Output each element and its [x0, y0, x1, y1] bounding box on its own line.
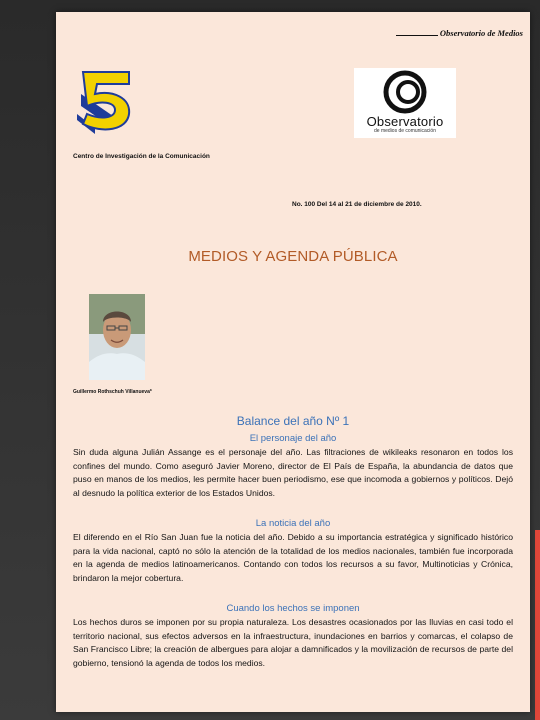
accent-bar	[535, 530, 540, 720]
section-heading-noticia: La noticia del año	[255, 518, 331, 529]
author-photo	[89, 294, 145, 380]
section-heading-hechos: Cuando los hechos se imponen	[226, 603, 360, 614]
author-caption: Guillermo Rothschuh Villanueva*	[73, 389, 152, 395]
section-heading-personaje: El personaje del año	[249, 433, 337, 444]
observatorio-logo-word: Observatorio	[366, 114, 444, 129]
observatorio-logo	[354, 68, 456, 138]
header-observatorio	[333, 28, 523, 38]
center-label: Centro de Investigación de la Comunicación	[73, 153, 210, 160]
observatorio-logo-sub: de medios de comunicación	[374, 128, 436, 134]
section-body-personaje: Sin duda alguna Julián Assange es el personaje del año. Las filtraciones de wikileaks resonaron en todos los confines del mundo. Como aseguró Javier Moreno, director de El País de España, la abundancia de datos que puso en manos de los medios, les permite hacer buen periodismo, ese que incomoda a gobiernos y políticos. Dejó al desnudo la política exterior de los Estados Unidos.	[73, 447, 513, 498]
issue-line: No. 100 Del 14 al 21 de diciembre de 2010.	[292, 201, 422, 208]
section-body-noticia: El diferendo en el Río San Juan fue la noticia del año. Debido a su importancia estratégica y significado histórico para la vida nacional, captó no sólo la atención de la totalidad de los medios nacionales, también fue incorporada en la agenda de medios latinoamericanos. Contando con todos los recursos a su favor, Multinoticias y Crónica, brindaron la mejor cobertura.	[73, 532, 513, 583]
document-page	[56, 12, 530, 712]
header-observatorio-text: Observatorio de Medios	[439, 28, 523, 38]
main-title: MEDIOS Y AGENDA PÚBLICA	[188, 248, 398, 265]
balance-title: Balance del año Nº 1	[236, 414, 350, 428]
five-logo	[73, 64, 137, 136]
section-body-hechos: Los hechos duros se imponen por su propia naturaleza. Los desastres ocasionados por las lluvias en casi todo el territorio nacional, sus efectos adversos en la infraestructura, inundaciones en barrios y comarcas, el colapso de San Francisco Libre; la creación de albergues para alojar a damnificados y la movilización de recursos de parte del gobierno, tensionó la agenda de todos los medios.	[73, 617, 513, 668]
header-rule	[396, 35, 438, 36]
